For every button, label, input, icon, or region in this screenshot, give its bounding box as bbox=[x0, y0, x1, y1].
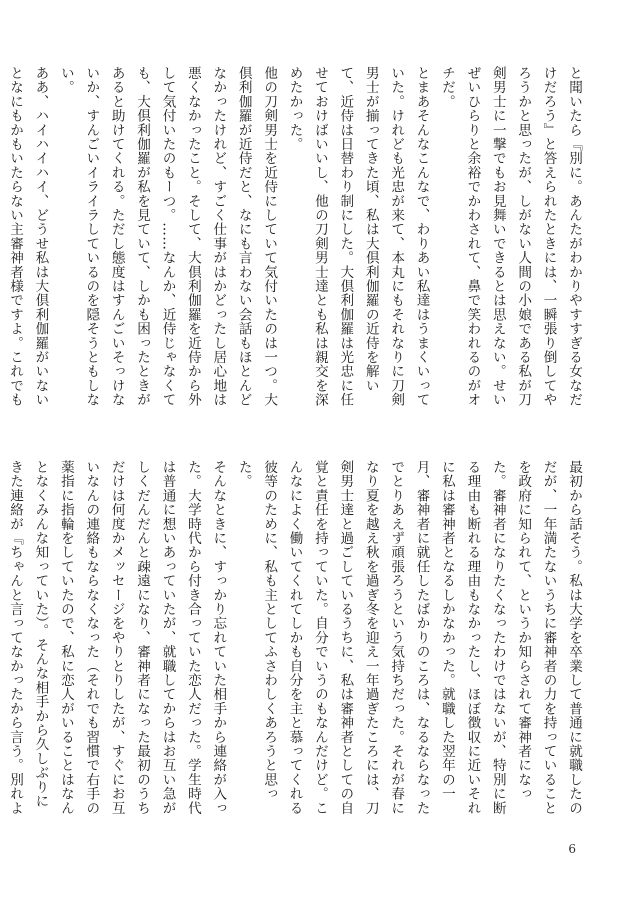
text-block-bottom bbox=[7, 460, 586, 820]
paragraph: とまあそんなこんなで、わりあい私達はうまくいっていた。けれども光忠が来て、本丸にもそれなりに刀剣男士が揃ってきた頃、私は大倶利伽羅の近侍を解いて、近侍は日替わり制にした。大倶利伽羅は光忠に任せておけばいいし、他の刀剣男士達とも私は親交を深めたかった。 bbox=[286, 66, 430, 407]
paragraph: そんなときに、すっかり忘れていた相手から連絡が入った。大学時代から付き合っていた恋人だった。学生時代は普通に想いあっていたが、就職してからはお互い急がしくだんだんと疎遠になり、審神者になった最初のうちだけは何度かメッセージをやりとりしたが、すぐにお互いなんの連絡もならなくなった（それでも習慣で右手の薬指に指輪をしていたので、私に恋人がいることはなんとなくみんな知っていた）。そんな相手から久しぶりにきた連絡が『ちゃんと言ってなかったから言う。別れよ bbox=[7, 460, 227, 815]
paragraph: 他の刀剣男士を近侍にしていて気付いたのは一つ。大倶利伽羅が近侍だと、なにも言わない会話もほとんどなかったけれど、すごく仕事がはかどったし居心地は悪くなかったこと。そして、大倶利伽羅を近侍から外して気付いたのもーつ。……なんか、近侍じゃなくても、大倶利伽羅が私を見ていて、しかも困ったときがあると助けてくれる。ただし態度はすんごいそっけないか、すんごいイライラしているのを隠そうともしない。 bbox=[57, 66, 278, 407]
paragraph: ああ、ハイハイハイ、どうせ私は大倶利伽羅がいないとなにもかもいたらない主審神者様ですよ。これでも bbox=[7, 66, 49, 407]
paragraph: 最初から話そう。私は大学を卒業して普通に就職したのだが、一年満たないうちに審神者の力を持っていることを政府に知られて、というか知らされて審神者になった。審神者になりたくなったわけではないが、特別に断る理由も断れる理由もなかったし、ほぼ徴収に近いそれに私は審神者となるしかなかった。就職した翌年の一月、審神者に就任したばかりのころは、なるならなったでとりあえず頑張ろうという気持ちだった。それが春になり夏を越え秋を過ぎ冬を迎え一年過ぎたころには、刀剣男士達と過ごしているうちに、私は審神者としての自覚と責任を持っていた。自分でいうのもなんだけど。こんなによく働いてくれてしかも自分を主と慕ってくれる彼等のために、私も主としてふさわしくあろうと思った。 bbox=[235, 460, 582, 815]
text-block-top bbox=[7, 66, 586, 412]
page-number: 6 bbox=[568, 842, 576, 856]
paragraph: と聞いたら『別に。あんたがわかりやすすぎる女なだけだろう』と答えられたときには、一瞬張り倒してやろうかと思ったが、しがない人間の小娘である私が刀剣男士に一撃でもお見舞いできるとは思えない。せいぜいひらりと余裕でかわされて、鼻で笑われるのがオチだ。 bbox=[438, 66, 582, 407]
